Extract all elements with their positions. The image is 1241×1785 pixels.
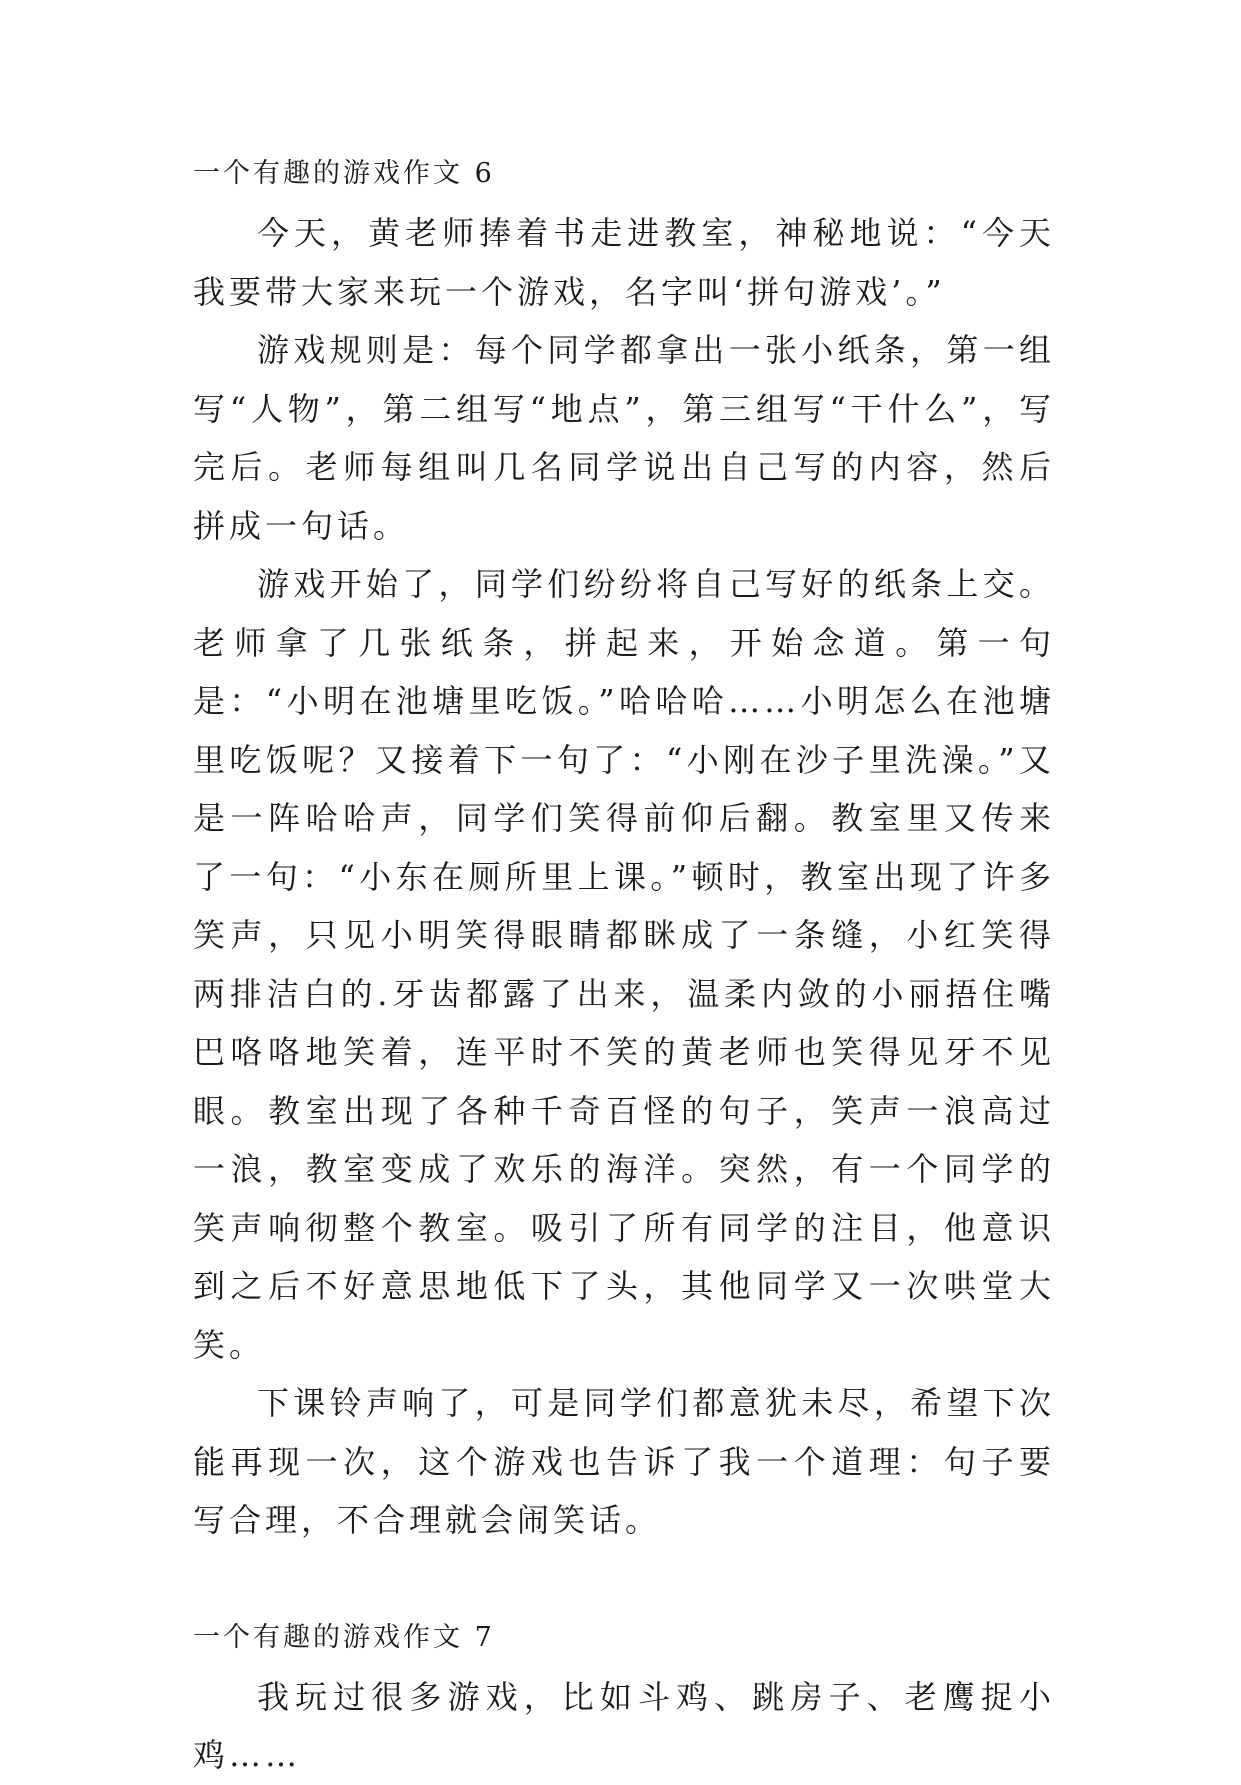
- paragraph: 下课铃声响了，可是同学们都意犹未尽，希望下次能再现一次，这个游戏也告诉了我一个道理：句子要写合理，不合理就会闹笑话。: [193, 1384, 1055, 1539]
- paragraph: 游戏规则是：每个同学都拿出一张小纸条，第一组写“人物”，第二组写“地点”，第三组写“干什么”，写完后。老师每组叫几名同学说出自己写的内容，然后拼成一句话。: [193, 331, 1055, 545]
- essay-section-6: [193, 152, 1055, 1550]
- section-title: 一个有趣的游戏作文 7: [193, 1621, 495, 1653]
- section-title: 一个有趣的游戏作文 6: [193, 158, 495, 189]
- paragraph: 我玩过很多游戏，比如斗鸡、跳房子、老鹰捉小鸡……: [193, 1677, 1055, 1774]
- paragraph: 游戏开始了，同学们纷纷将自己写好的纸条上交。老师拿了几张纸条，拼起来，开始念道。第一句是：“小明在池塘里吃饭。”哈哈哈……小明怎么在池塘里吃饭呢？又接着下一句了：“小刚在沙子里洗澡。”又是一阵哈哈声，同学们笑得前仰后翻。教室里又传来了一句：“小东在厕所里上课。”顿时，教室出现了许多笑声，只见小明笑得眼睛都眯成了一条缝，小红笑得两排洁白的.牙齿都露了出来，温柔内敛的小丽捂住嘴巴咯咯地笑着，连平时不笑的黄老师也笑得见牙不见眼。教室出现了各种千奇百怪的句子，笑声一浪高过一浪，教室变成了欢乐的海洋。突然，有一个同学的笑声响彻整个教室。吸引了所有同学的注目，他意识到之后不好意思地低下了头，其他同学又一次哄堂大笑。: [193, 565, 1055, 1364]
- paragraph: 今天，黄老师捧着书走进教室，神秘地说：“今天我要带大家来玩一个游戏，名字叫‘拼句游戏’。”: [193, 214, 1055, 311]
- essay-section-7: [193, 1616, 1055, 1785]
- document-page: [193, 152, 1055, 1785]
